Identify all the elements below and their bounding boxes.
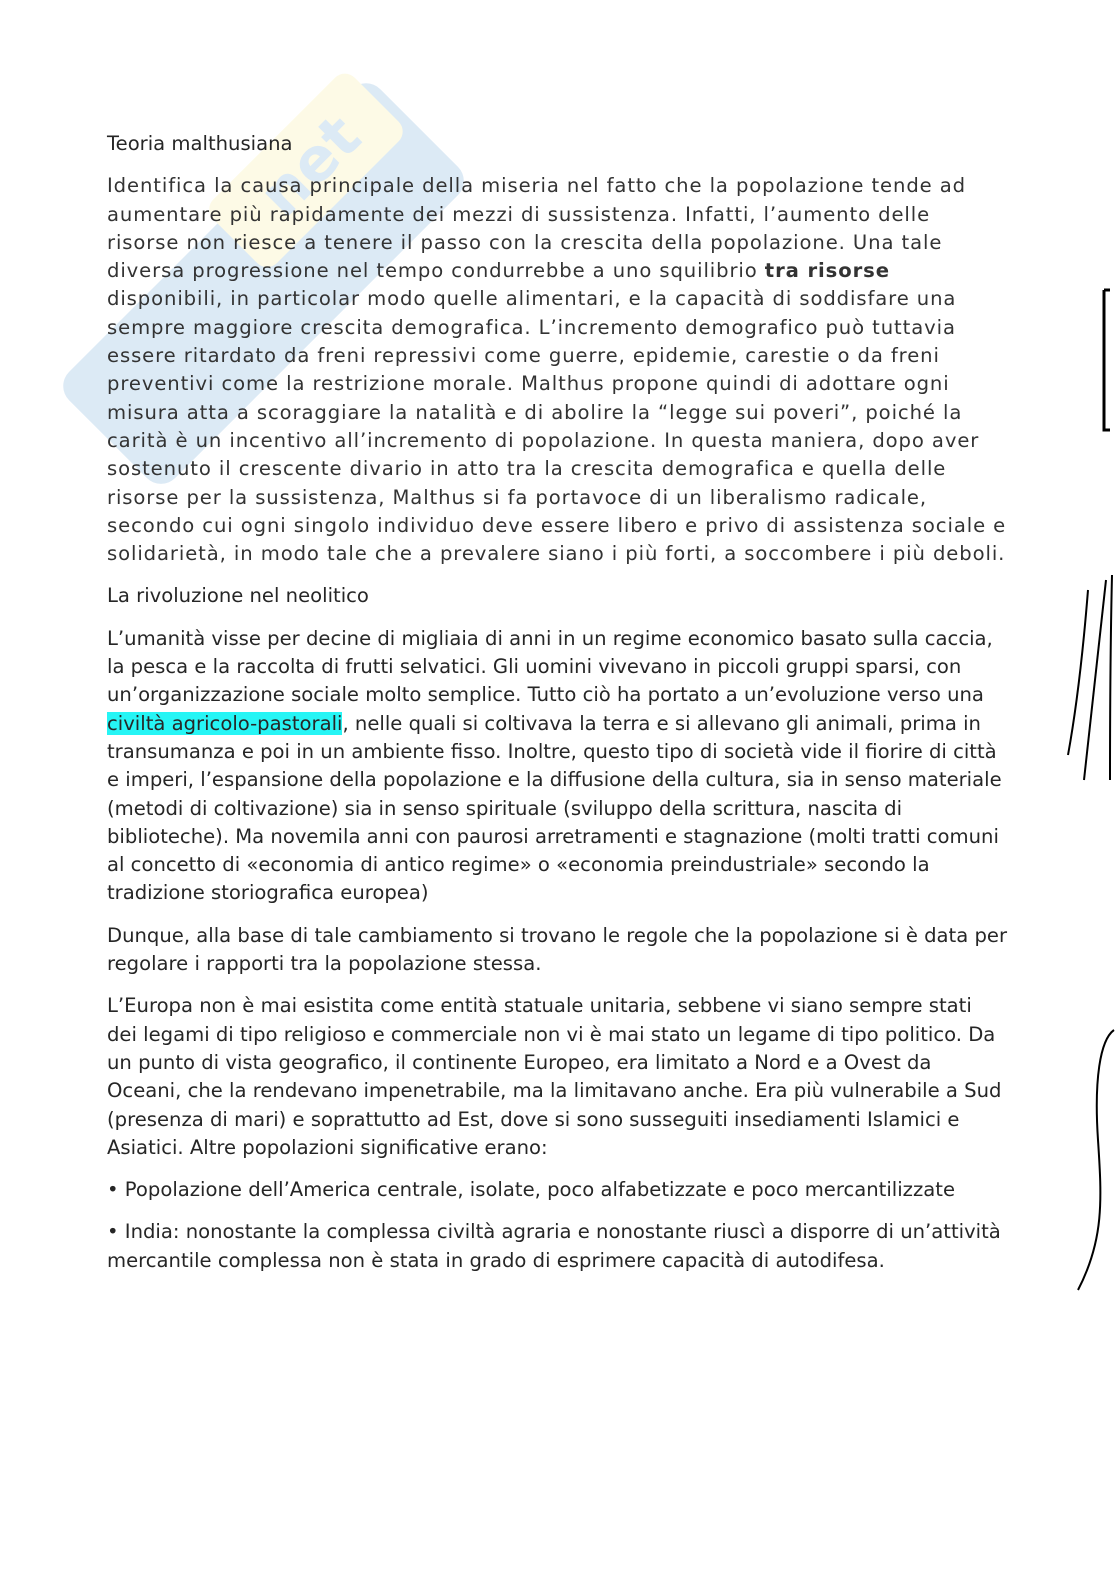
highlighted-text: civiltà agricolo-pastorali — [107, 711, 343, 735]
paragraph-malthus-text-1: Identifica la causa principale della miseria nel fatto che la popolazione tende ad aumentare più rapidamente dei mezzi di sussistenza. Infatti, l’aumento delle risorse non riesce a tenere il passo con la crescita della popolazione. Una tale diversa progressione nel tempo condurrebbe a uno squilibrio — [107, 174, 966, 283]
margin-stroke-3 — [1110, 575, 1112, 780]
paragraph-malthus-text-2: disponibili, in particolar modo quelle alimentari, e la capacità di soddisfare una sempre maggiore crescita demografica. L’incremento demografico può tuttavia essere ritardato da freni repressivi come guerre, epidemie, carestie o da freni preventivi come la restrizione morale. Malthus propone quindi di adottare ogni misura atta a scoraggiare la natalità e di abolire la “legge sui poveri”, poiché la carità è un incentivo all’incremento di popolazione. In questa maniera, dopo aver sostenuto il crescente divario in atto tra la crescita demografica e quella delle risorse per la sussistenza, Malthus si fa portavoce di un liberalismo radicale, secondo cui ogni singolo individuo deve essere libero e privo di assistenza sociale e solidarietà, in modo tale che a prevalere siano i più forti, a soccombere i più deboli. — [107, 287, 1007, 566]
paragraph-europa: L’Europa non è mai esistita come entità statuale unitaria, sebbene vi siano sempre stati dei legami di tipo religioso e commerciale non vi è mai stato un legame di tipo politico. Da un punto di vista geografico, il continente Europeo, era limitato a Nord e a Ovest da Oceani, che la rendevano impenetrabile, ma la limitavano anche. Era più vulnerabile a Sud (presenza di mari) e soprattutto ad Est, dove si sono susseguiti insediamenti Islamici e Asiatici. Altre popolazioni significative erano: — [107, 994, 1002, 1159]
bullet-text: India: nonostante la complessa civiltà agraria e nonostante riuscì a disporre di un’attività mercantile complessa non è stata in grado di esprimere capacità di autodifesa. — [107, 1220, 1001, 1272]
paragraph-neolitico-text-2: , nelle quali si coltivava la terra e si allevano gli animali, prima in transumanza e poi in un ambiente fisso. Inoltre, questo tipo di società vide il fiorire di città e imperi, l’espansione della popolazione e la diffusione della cultura, sia in senso materiale (metodi di coltivazione) sia in senso spirituale (sviluppo della scrittura, nascita di biblioteche). Ma novemila anni con paurosi arretramenti e stagnazione (molti tratti comuni al concetto di «economia di antico regime» o «economia preindustriale» secondo la tradizione storiografica europea) — [107, 711, 1002, 905]
bullet-icon: • — [107, 1178, 119, 1202]
bold-tra-risorse: tra risorse — [764, 259, 890, 283]
bullet-item-america — [107, 1176, 1007, 1204]
margin-stroke-1 — [1068, 590, 1088, 755]
bullet-item-india — [107, 1218, 1007, 1275]
margin-stroke-2 — [1084, 580, 1106, 780]
paragraph-neolitico-text-1: L’umanità visse per decine di migliaia di anni in un regime economico basato sulla caccia, la pesca e la raccolta di frutti selvatici. Gli uomini vivevano in piccoli gruppi sparsi, con un’organizzazione sociale molto semplice. Tutto ciò ha portato a un’evoluzione verso una — [107, 626, 993, 707]
margin-bracket-mark — [1104, 290, 1110, 430]
heading-rivoluzione-neolitico: La rivoluzione nel neolitico — [107, 584, 369, 608]
margin-stroke-4 — [1078, 1030, 1114, 1290]
bullet-icon: • — [107, 1220, 119, 1244]
bullet-text: Popolazione dell’America centrale, isolate, poco alfabetizzate e poco mercantilizzate — [118, 1178, 955, 1202]
watermark-text: net — [245, 101, 375, 231]
heading-teoria-malthusiana: Teoria malthusiana — [107, 132, 293, 155]
margin-marks — [1060, 280, 1116, 1320]
paragraph-dunque: Dunque, alla base di tale cambiamento si trovano le regole che la popolazione si è data per regolare i rapporti tra la popolazione stessa. — [107, 923, 1008, 976]
paragraph-neolitico — [107, 625, 1007, 908]
document-page — [107, 130, 1007, 1289]
paragraph-malthus — [107, 172, 1007, 568]
